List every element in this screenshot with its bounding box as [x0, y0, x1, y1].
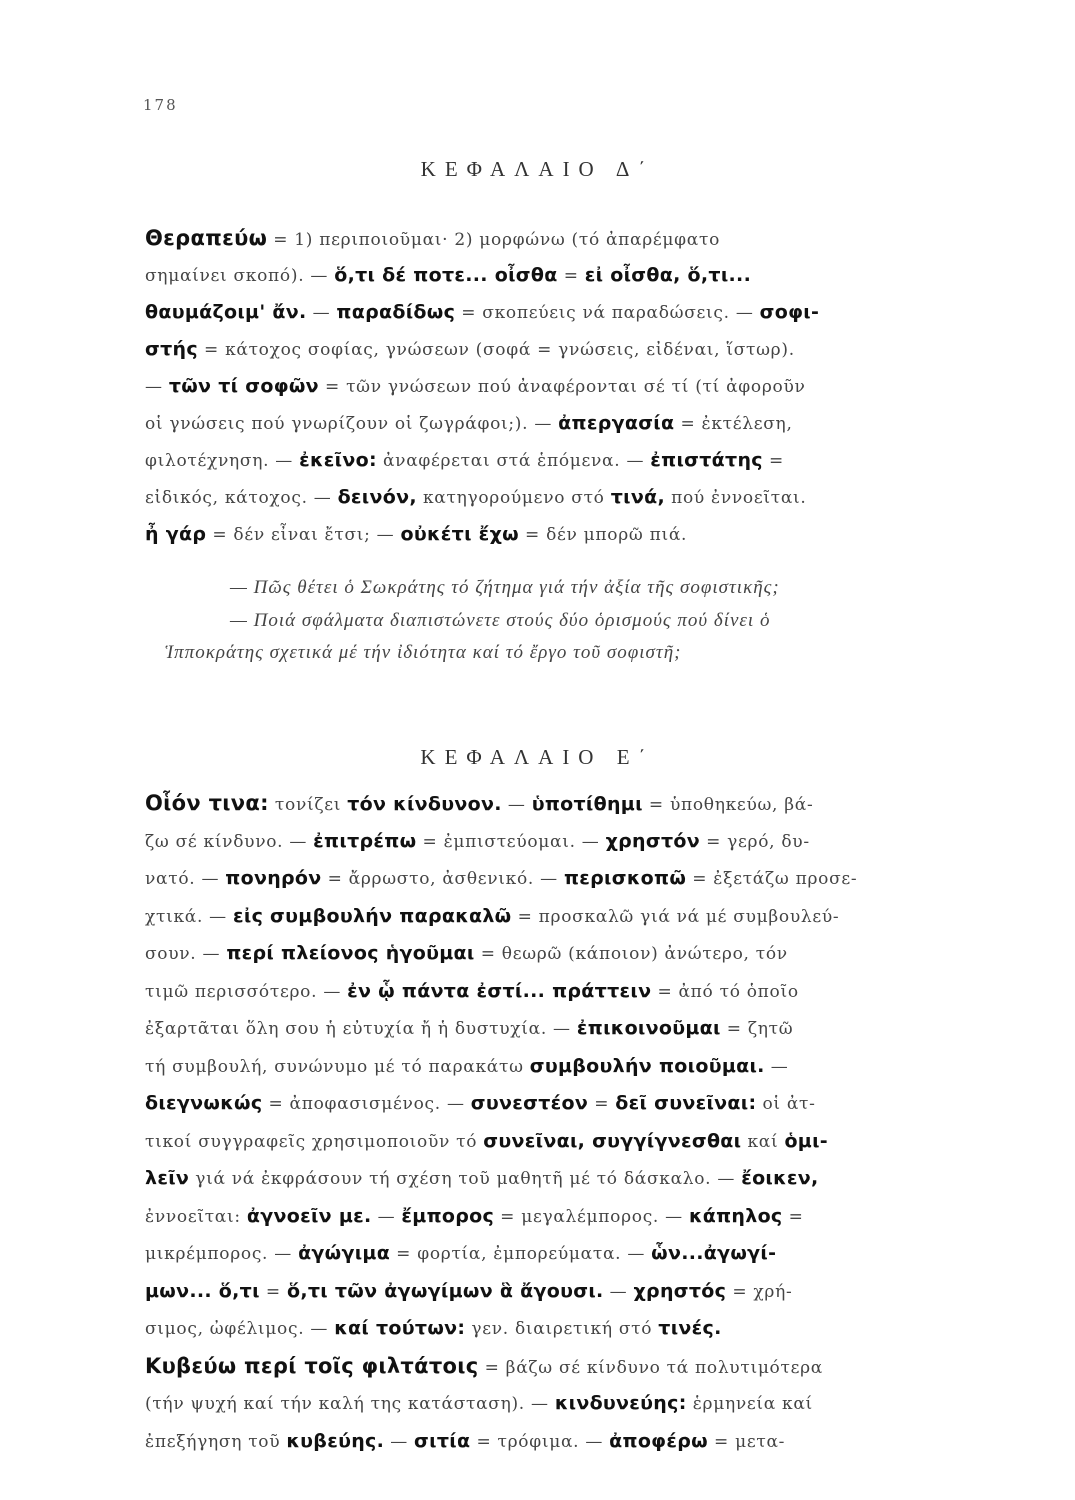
glossary-gloss: = κάτοχος σοφίας, γνώσεων (σοφά = γνώσεις, εἰδέναι, ἵστωρ).	[197, 340, 795, 360]
glossary-gloss: (τήν ψυχή καί τήν καλή της κατάσταση). —	[145, 1394, 555, 1414]
glossary-term: συνεῖναι, συγγίγνεσθαι	[483, 1129, 742, 1152]
glossary-gloss: πού ἐννοεῖται.	[664, 488, 807, 508]
glossary-term: ἐκεῖνο:	[299, 449, 377, 471]
glossary-gloss: φιλοτέχνηση. —	[145, 451, 300, 471]
glossary-term: Θεραπεύω	[145, 226, 268, 250]
glossary-gloss: = ζητῶ	[720, 1019, 794, 1039]
glossary-term: πονηρόν	[225, 867, 322, 889]
glossary-line	[145, 484, 1005, 511]
glossary-gloss: = τῶν γνώσεων πού ἀναφέρονται σέ τί (τί ἀφοροῦν	[318, 377, 806, 397]
glossary-line	[145, 828, 1005, 855]
glossary-term: ἐπιστάτης	[650, 449, 763, 471]
glossary-term: ἦ γάρ	[145, 523, 207, 545]
glossary-line	[145, 1315, 1005, 1342]
glossary-term: ἐπιτρέπω	[313, 829, 417, 852]
glossary-gloss: = δέν εἶναι ἔτσι; —	[206, 525, 401, 545]
glossary-line	[145, 1053, 1005, 1080]
glossary-term: ὧν...ἀγωγί-	[651, 1242, 777, 1264]
glossary-gloss: ἑρμηνεία καί	[686, 1394, 813, 1414]
glossary-gloss: χτικά. —	[145, 906, 233, 927]
question-2: — Ποιά σφάλματα διαπιστώνετε στούς δύο ὁρισμούς πού δίνει ὁ	[230, 610, 771, 631]
glossary-line	[145, 865, 1005, 892]
glossary-line	[145, 1128, 1005, 1155]
glossary-gloss: = γερό, δυ-	[700, 831, 810, 852]
glossary-term: ὅ,τι τῶν ἀγωγίμων ἃ ἄγουσι.	[286, 1279, 604, 1302]
glossary-gloss: —	[384, 1431, 415, 1452]
glossary-term: στής	[145, 338, 198, 360]
glossary-line	[145, 1353, 1005, 1381]
glossary-gloss: —	[371, 1206, 402, 1227]
glossary-term: τόν κίνδυνον.	[347, 793, 502, 815]
glossary-line	[145, 1165, 1005, 1192]
glossary-gloss: ἐξαρτᾶται ὅλη σου ἡ εὐτυχία ἤ ἡ δυστυχία. —	[145, 1019, 577, 1039]
glossary-gloss: κατηγορούμενο στό	[416, 488, 611, 508]
glossary-term: χρηστός	[633, 1279, 727, 1302]
glossary-gloss: = μεγαλέμπορος. —	[494, 1206, 689, 1227]
glossary-gloss: —	[603, 1281, 634, 1302]
glossary-line	[145, 1278, 1005, 1305]
glossary-term: ἀπεργασία	[558, 412, 675, 434]
glossary-gloss: = ὑποθηκεύω, βά-	[642, 795, 814, 815]
glossary-gloss: γεν. διαιρετική στό	[465, 1319, 659, 1339]
glossary-term: ἐπικοινοῦμαι	[576, 1017, 721, 1039]
glossary-gloss: =	[782, 1206, 804, 1227]
glossary-gloss: = 1) περιποιοῦμαι· 2) μορφώνω (τό ἀπαρέμφατο	[267, 230, 721, 250]
glossary-term: καί τούτων:	[334, 1317, 466, 1339]
glossary-line	[145, 225, 1005, 253]
glossary-gloss: ἐπεξήγηση τοῦ	[145, 1431, 287, 1452]
question-2-continuation: Ἱπποκράτης σχετικά μέ τήν ἰδιότητα καί τό ἔργο τοῦ σοφιστῆ;	[165, 642, 682, 663]
glossary-gloss: = ἀπό τό ὁποῖο	[651, 981, 799, 1002]
glossary-term: τινά,	[610, 486, 665, 508]
glossary-term: ὑποτίθημι	[531, 793, 643, 815]
glossary-gloss: = χρή-	[726, 1281, 793, 1302]
glossary-term: οὐκέτι ἔχω	[400, 523, 519, 545]
glossary-line	[145, 336, 1005, 363]
glossary-line	[145, 1203, 1005, 1230]
glossary-term: διεγνωκώς	[145, 1092, 263, 1114]
glossary-term: σιτία	[414, 1429, 471, 1452]
glossary-gloss: γιά νά ἐκφράσουν τή σχέση τοῦ μαθητῆ μέ τό δάσκαλο. —	[189, 1169, 742, 1189]
glossary-line	[145, 521, 1005, 548]
glossary-gloss: =	[588, 1094, 616, 1114]
glossary-gloss: σιμος, ὠφέλιμος. —	[145, 1319, 335, 1339]
glossary-term: κυβεύης.	[286, 1429, 385, 1452]
glossary-term: ὅ,τι δέ ποτε... οἶσθα	[334, 264, 558, 286]
glossary-line	[145, 1090, 1005, 1117]
glossary-line	[145, 1428, 1005, 1455]
glossary-term: κάπηλος	[688, 1204, 783, 1227]
glossary-gloss: τονίζει	[268, 795, 348, 815]
glossary-term: χρηστόν	[605, 829, 700, 852]
glossary-gloss: = σκοπεύεις νά παραδώσεις. —	[455, 303, 760, 323]
glossary-gloss: οἱ γνώσεις πού γνωρίζουν οἱ ζωγράφοι;). —	[145, 414, 559, 434]
glossary-term: ὁμι-	[784, 1129, 828, 1152]
glossary-gloss: = ἐκτέλεση,	[674, 414, 793, 434]
glossary-gloss: νατό. —	[145, 869, 226, 889]
glossary-term: περί πλείονος ἡγοῦμαι	[226, 942, 475, 964]
glossary-term: Κυβεύω περί τοῖς φιλτάτοις	[145, 1353, 479, 1378]
glossary-gloss: = ἐξετάζω προσε-	[686, 869, 858, 889]
glossary-gloss: = βάζω σέ κίνδυνο τά πολυτιμότερα	[478, 1357, 823, 1378]
glossary-line	[145, 1240, 1005, 1267]
glossary-term: συνεστέον	[470, 1092, 589, 1114]
glossary-gloss: οἱ ἀτ-	[756, 1094, 816, 1114]
glossary-line	[145, 410, 1005, 437]
glossary-gloss: σημαίνει σκοπό). —	[145, 266, 335, 286]
glossary-gloss: τικοί συγγραφεῖς χρησιμοποιοῦν τό	[145, 1131, 484, 1152]
glossary-term: ἀγώγιμα	[298, 1242, 391, 1264]
glossary-gloss: εἰδικός, κάτοχος. —	[145, 488, 338, 508]
glossary-term: ἐν ᾧ πάντα ἐστί... πράττειν	[347, 979, 652, 1002]
chapter-heading-e: ΚΕΦΑΛΑΙΟ Ε΄	[420, 745, 655, 769]
glossary-term: δεινόν,	[337, 486, 417, 508]
page-number: 178	[143, 96, 178, 114]
glossary-term: παραδίδως	[336, 301, 456, 323]
glossary-gloss: =	[557, 266, 585, 286]
glossary-gloss: = τρόφιμα. —	[470, 1431, 610, 1452]
glossary-gloss: —	[764, 1056, 789, 1077]
chapter-heading-d: ΚΕΦΑΛΑΙΟ Δ΄	[420, 157, 655, 181]
glossary-line	[145, 299, 1005, 326]
glossary-gloss: = δέν μπορῶ πιά.	[518, 525, 688, 545]
glossary-gloss: τή συμβουλή, συνώνυμο μέ τό παρακάτω	[145, 1056, 530, 1077]
glossary-gloss: μικρέμπορος. —	[145, 1244, 299, 1264]
glossary-gloss: = φορτία, ἐμπορεύματα. —	[390, 1244, 652, 1264]
glossary-term: εἰ οἶσθα, ὅ,τι...	[584, 264, 752, 286]
glossary-term: ἔοικεν,	[741, 1167, 819, 1189]
glossary-term: μων... ὅ,τι	[145, 1279, 260, 1302]
question-1: — Πῶς θέτει ὁ Σωκράτης τό ζήτημα γιά τήν ἀξία τῆς σοφιστικῆς;	[230, 577, 780, 598]
glossary-gloss: —	[145, 377, 169, 397]
glossary-gloss: =	[259, 1281, 287, 1302]
glossary-line	[145, 1015, 1005, 1042]
glossary-gloss: τιμῶ περισσότερο. —	[145, 981, 348, 1002]
glossary-term: δεῖ συνεῖναι:	[615, 1092, 757, 1114]
glossary-gloss: —	[501, 795, 532, 815]
glossary-line	[145, 262, 1005, 289]
glossary-gloss: = ἐμπιστεύομαι. —	[416, 831, 606, 852]
glossary-gloss: = προσκαλῶ γιά νά μέ συμβουλεύ-	[511, 906, 840, 927]
glossary-gloss: ζω σέ κίνδυνο. —	[145, 831, 314, 852]
glossary-gloss: =	[762, 451, 784, 471]
glossary-line	[145, 1390, 1005, 1417]
glossary-line	[145, 447, 1005, 474]
glossary-term: ἀγνοεῖν με.	[246, 1204, 372, 1227]
glossary-term: λεῖν	[145, 1167, 190, 1189]
glossary-line	[145, 940, 1005, 967]
glossary-term: κινδυνεύης:	[554, 1392, 687, 1414]
glossary-gloss: σουν. —	[145, 944, 227, 964]
glossary-term: ἔμπορος	[401, 1204, 495, 1227]
glossary-term: ἀποφέρω	[609, 1429, 708, 1452]
glossary-gloss: = μετα-	[707, 1431, 786, 1452]
glossary-term: τινές.	[658, 1317, 722, 1339]
glossary-term: θαυμάζοιμ' ἄν.	[145, 301, 307, 323]
glossary-gloss: —	[306, 303, 337, 323]
glossary-gloss: ἀναφέρεται στά ἑπόμενα. —	[376, 451, 651, 471]
glossary-gloss: ἐννοεῖται:	[145, 1206, 247, 1227]
glossary-term: συμβουλήν ποιοῦμαι.	[529, 1054, 765, 1077]
glossary-gloss: καί	[741, 1131, 785, 1152]
glossary-line	[145, 978, 1005, 1005]
glossary-gloss: = ἀποφασισμένος. —	[262, 1094, 471, 1114]
glossary-line	[145, 903, 1005, 930]
glossary-gloss: = ἄρρωστο, ἀσθενικό. —	[321, 869, 564, 889]
glossary-line	[145, 373, 1005, 400]
glossary-term: περισκοπῶ	[563, 867, 687, 889]
glossary-term: τῶν τί σοφῶν	[168, 375, 319, 397]
glossary-line	[145, 790, 1005, 818]
glossary-term: Οἷόν τινα:	[145, 791, 269, 815]
glossary-term: εἰς συμβουλήν παρακαλῶ	[233, 904, 512, 927]
glossary-term: σοφι-	[759, 301, 820, 323]
glossary-gloss: = θεωρῶ (κάποιον) ἀνώτερο, τόν	[474, 944, 788, 964]
